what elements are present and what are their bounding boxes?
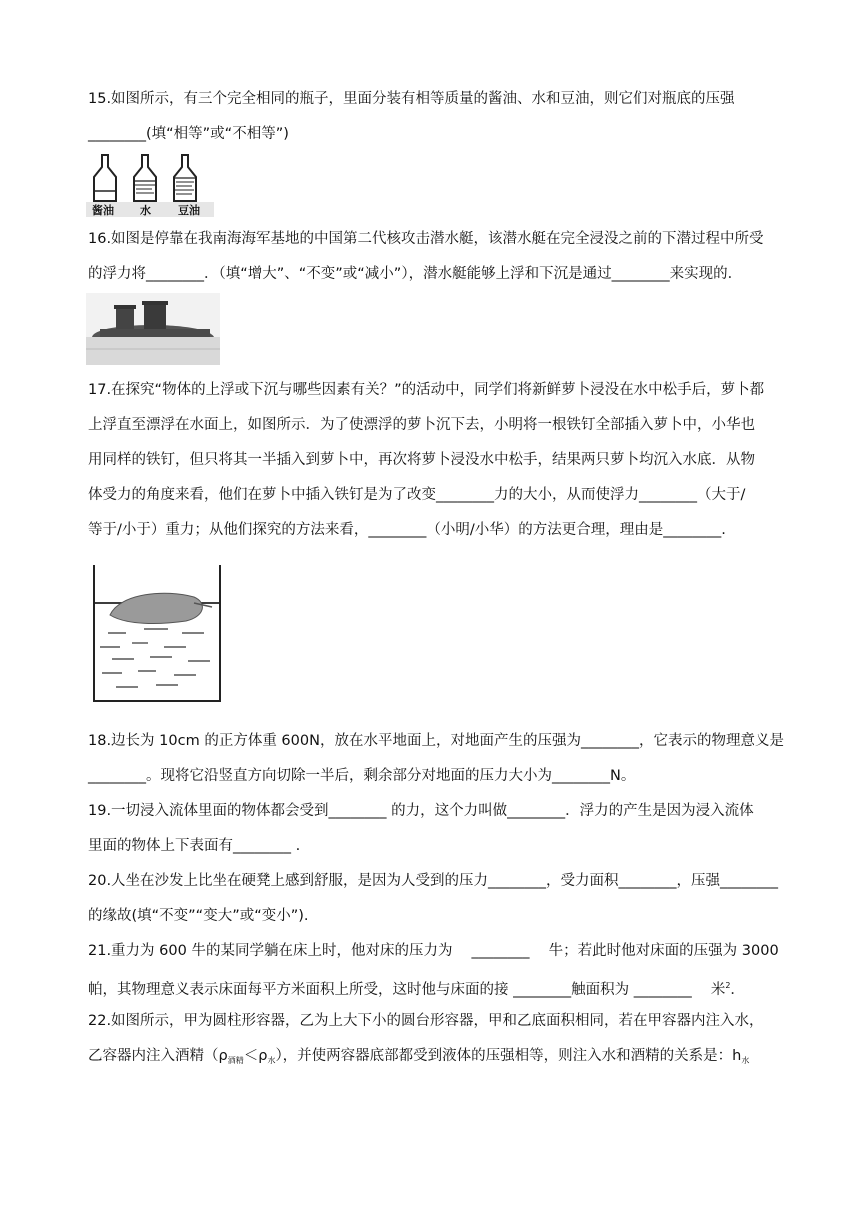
bottles-figure (86, 151, 214, 217)
q17-line5: 等于/小于）重力；从他们探究的方法来看，________（小明/小华）的方法更合理，理由是________. (88, 522, 726, 538)
label-soy-sauce: 酱油 (92, 204, 114, 217)
q22-line2 (88, 1046, 749, 1071)
q19-line1: 19.一切浸入流体里面的物体都会受到________ 的力，这个力叫做________．浮力的产生是因为浸入流体 (88, 803, 754, 819)
q22-sub-water: 水 (267, 1056, 276, 1065)
q22-sub-h-water: 水 (741, 1056, 750, 1065)
q22-line1: 22.如图所示，甲为圆柱形容器，乙为上大下小的圆台形容器，甲和乙底面积相同，若在甲容器内注入水， (88, 1013, 764, 1029)
label-water: 水 (140, 204, 151, 217)
q17-line2: 上浮直至漂浮在水面上，如图所示．为了使漂浮的萝卜沉下去，小明将一根铁钉全部插入萝卜中，小华也 (88, 417, 755, 433)
q16-line2: 的浮力将________．（填“增大”、“不变”或“减小”），潜水艇能够上浮和下沉是通过________来实现的． (88, 266, 743, 282)
q18-line1: 18.边长为 10cm 的正方体重 600N，放在水平地面上，对地面产生的压强为________，它表示的物理意义是 (88, 733, 784, 749)
q17-line1: 17.在探究“物体的上浮或下沉与哪些因素有关？”的活动中，同学们将新鲜萝卜浸没在水中松手后，萝卜都 (88, 382, 765, 398)
q19-line2: 里面的物体上下表面有________ . (88, 838, 301, 854)
q21-line2 (88, 976, 745, 1000)
q17-line3: 用同样的铁钉，但只将其一半插入到萝卜中，再次将萝卜浸没水中松手，结果两只萝卜均沉入水底．从物 (88, 452, 755, 468)
label-bean-oil: 豆油 (178, 204, 200, 217)
q20-line2: 的缘故(填“不变”“变大”或“变小”). (88, 908, 309, 924)
q21-exponent: 2 (725, 981, 731, 990)
radish-in-water-figure (86, 563, 226, 705)
q15-line2: ________(填“相等”或“不相等”) (88, 126, 289, 142)
q21-line1: 21.重力为 600 牛的某同学躺在床上时，他对床的压力为 ________ 牛；若此时他对床面的压强为 3000 (88, 943, 779, 959)
q21-line2-text: 帕，其物理意义表示床面每平方米面积上所受，这时他与床面的接 ________触面积为 ________ 米 (88, 981, 726, 998)
q22-line2-a: 乙容器内注入酒精（ρ (88, 1048, 228, 1064)
q15-line1: 15.如图所示，有三个完全相同的瓶子，里面分装有相等质量的酱油、水和豆油，则它们对瓶底的压强 (88, 91, 735, 107)
q22-line2-c: ），并使两容器底部都受到液体的压强相等，则注入水和酒精的关系是：h (275, 1048, 742, 1064)
q20-line1: 20.人坐在沙发上比坐在硬凳上感到舒服，是因为人受到的压力________，受力面积________，压强________ (88, 873, 779, 889)
q17-line4: 体受力的角度来看，他们在萝卜中插入铁钉是为了改变________力的大小，从而使浮力________（大于/ (88, 487, 746, 503)
q22-line2-b: ＜ρ (243, 1048, 268, 1064)
q21-line2-end: ． (730, 981, 745, 998)
q16-line1: 16.如图是停靠在我南海海军基地的中国第二代核攻击潜水艇，该潜水艇在完全浸没之前的下潜过程中所受 (88, 231, 764, 247)
q22-sub-alcohol: 酒精 (227, 1056, 244, 1065)
q18-line2: ________。现将它沿竖直方向切除一半后，剩余部分对地面的压力大小为________N。 (88, 768, 636, 784)
submarine-photo (86, 293, 220, 365)
